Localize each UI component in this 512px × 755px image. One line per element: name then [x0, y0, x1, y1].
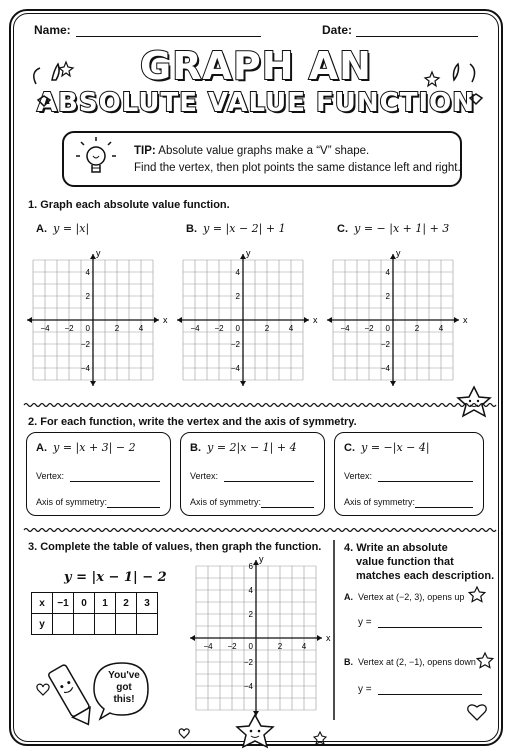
y-axis-label: y	[396, 248, 401, 258]
section1-heading: 1. Graph each absolute value function.	[28, 199, 230, 211]
box-a-vertex-label: Vertex:	[36, 471, 65, 481]
x-axis-label: x	[313, 315, 318, 325]
y-axis-arrow-down	[240, 381, 246, 386]
graph-b-label	[186, 222, 286, 235]
item-a-y-label: y =	[358, 617, 372, 628]
tip-line-2: Find the vertex, then plot points the same distance left and right.	[134, 162, 461, 174]
y-axis-arrow-down	[390, 381, 396, 386]
box-c-axis-field[interactable]	[415, 507, 473, 508]
box-a-axis-field[interactable]	[107, 507, 160, 508]
y-tick-label: 2	[248, 610, 253, 619]
section4-heading-3: matches each description.	[356, 570, 495, 582]
x-axis-arrow-left	[27, 317, 32, 323]
box-c-vertex-field[interactable]	[378, 481, 473, 482]
x-axis-label: x	[326, 633, 331, 643]
origin-label: 0	[85, 324, 90, 333]
bubble-line-1: You've	[108, 670, 140, 681]
item-b-letter: B.	[344, 657, 353, 667]
box-c-expr: y = −|x − 4|	[361, 441, 430, 454]
x-tick-label: −4	[340, 324, 350, 333]
y-tick-label: −4	[80, 364, 90, 373]
box-b-vertex-field[interactable]	[224, 481, 314, 482]
item-b-y-label: y =	[358, 684, 372, 695]
title-doodles-right	[420, 52, 490, 112]
y-axis-label: y	[246, 248, 251, 258]
x-axis-arrow-left	[190, 635, 195, 641]
x-tick-label: −2	[64, 324, 74, 333]
y-tick-label: 4	[248, 586, 253, 595]
table-y-cell[interactable]	[74, 614, 95, 635]
x-axis-label: x	[463, 315, 468, 325]
star-icon	[468, 586, 486, 604]
box-b-expr: y = 2|x − 1| + 4	[207, 441, 297, 454]
graph-3-grid[interactable]	[184, 556, 330, 712]
title-line-2: ABSOLUTE VALUE FUNCTION	[36, 88, 476, 118]
box-b-vertex-label: Vertex:	[190, 471, 219, 481]
y-tick-label: 6	[248, 562, 253, 571]
tip-label: TIP:	[134, 145, 156, 157]
graph-a-expr: y = |x|	[53, 222, 90, 235]
box-b-axis-label: Axis of symmetry:	[190, 497, 262, 507]
x-tick-label: −4	[40, 324, 50, 333]
y-tick-label: −2	[380, 340, 390, 349]
table-y-cell[interactable]	[53, 614, 74, 635]
date-label: Date:	[322, 23, 353, 37]
y-tick-label: 4	[235, 268, 240, 277]
graph-c-label	[337, 222, 449, 235]
x-tick-label: 4	[438, 324, 444, 333]
table-row-x	[32, 593, 158, 614]
table-y-cell[interactable]	[137, 614, 158, 635]
x-axis-arrow-left	[177, 317, 182, 323]
graph-c-expr: y = − |x + 1| + 3	[354, 222, 450, 235]
table-x-value: 1	[95, 593, 116, 614]
lightbulb-icon	[72, 136, 120, 184]
section-divider-vertical	[332, 540, 336, 720]
y-tick-label: −4	[230, 364, 240, 373]
y-tick-label: 2	[385, 292, 390, 301]
box-b-letter: B.	[190, 442, 201, 454]
title-doodles-left	[24, 52, 94, 112]
table-header-y: y	[32, 614, 53, 635]
graph-b-grid[interactable]	[176, 240, 326, 390]
table-x-value: 2	[116, 593, 137, 614]
box-b-label	[190, 441, 297, 454]
item-a-letter: A.	[344, 592, 353, 602]
table-x-value: −1	[53, 593, 74, 614]
box-b-axis-field[interactable]	[261, 507, 314, 508]
x-tick-label: 2	[277, 642, 283, 651]
bubble-line-2: got	[116, 682, 132, 693]
item-b-answer-field[interactable]	[378, 694, 482, 695]
x-axis-arrow-right	[304, 317, 309, 323]
box-a-label	[36, 441, 136, 454]
item-a-text	[344, 592, 464, 602]
x-tick-label: −2	[364, 324, 374, 333]
x-tick-label: −2	[214, 324, 224, 333]
divider-wavy-2	[24, 527, 490, 533]
section2-heading: 2. For each function, write the vertex and the axis of symmetry.	[28, 416, 357, 428]
section3-expr: y = |x − 1| − 2	[64, 570, 167, 585]
section3-heading: 3. Complete the table of values, then graph the function.	[28, 541, 322, 553]
item-a-desc: Vertex at (−2, 3), opens up	[358, 592, 465, 602]
y-tick-label: 2	[85, 292, 90, 301]
y-tick-label: −2	[230, 340, 240, 349]
y-tick-label: −2	[80, 340, 90, 349]
table-row-y	[32, 614, 158, 635]
box-c-axis-label: Axis of symmetry:	[344, 497, 416, 507]
section4-heading	[344, 541, 494, 583]
y-tick-label: −4	[243, 682, 253, 691]
origin-label: 0	[248, 642, 253, 651]
values-table	[31, 592, 158, 635]
box-a-letter: A.	[36, 442, 47, 454]
x-tick-label: −4	[190, 324, 200, 333]
graph-b-expr: y = |x − 2| + 1	[203, 222, 286, 235]
section4-heading-1: 4. Write an absolute	[344, 542, 448, 554]
x-axis-arrow-right	[317, 635, 322, 641]
y-tick-label: −4	[380, 364, 390, 373]
item-b-desc: Vertex at (2, −1), opens down	[358, 657, 476, 667]
box-a-expr: y = |x + 3| − 2	[53, 441, 136, 454]
star-icon	[476, 652, 494, 670]
x-tick-label: 2	[264, 324, 270, 333]
x-tick-label: 4	[288, 324, 294, 333]
tip-text	[134, 143, 461, 177]
x-axis-arrow-right	[154, 317, 159, 323]
graph-a-label	[36, 222, 89, 235]
title-line-1: GRAPH AN	[140, 44, 372, 88]
bottom-star-mascot-icon	[170, 712, 340, 750]
box-a-axis-label: Axis of symmetry:	[36, 497, 108, 507]
graph-c-letter: C.	[337, 223, 348, 235]
box-c-label	[344, 441, 430, 454]
x-axis-label: x	[163, 315, 168, 325]
y-axis-label: y	[259, 554, 264, 564]
table-x-value: 0	[74, 593, 95, 614]
graph-a-grid[interactable]	[26, 240, 166, 390]
date-field[interactable]	[356, 36, 478, 37]
x-tick-label: 2	[414, 324, 420, 333]
x-tick-label: 4	[301, 642, 307, 651]
name-label: Name:	[34, 23, 71, 37]
y-tick-label: 4	[85, 268, 90, 277]
table-y-cell[interactable]	[116, 614, 137, 635]
x-tick-label: 2	[114, 324, 120, 333]
box-a-vertex-field[interactable]	[70, 481, 160, 482]
graph-b-letter: B.	[186, 223, 197, 235]
y-axis-arrow-down	[90, 381, 96, 386]
y-tick-label: −2	[243, 658, 253, 667]
y-axis-label: y	[96, 248, 101, 258]
x-axis-arrow-right	[454, 317, 459, 323]
table-x-value: 3	[137, 593, 158, 614]
box-c-letter: C.	[344, 442, 355, 454]
y-tick-label: 2	[235, 292, 240, 301]
tip-line-1: Absolute value graphs make a “V” shape.	[155, 145, 370, 157]
name-field[interactable]	[76, 36, 261, 37]
x-tick-label: −2	[227, 642, 237, 651]
origin-label: 0	[235, 324, 240, 333]
graph-a-letter: A.	[36, 223, 47, 235]
x-axis-arrow-left	[327, 317, 332, 323]
origin-label: 0	[385, 324, 390, 333]
table-header-x: x	[32, 593, 53, 614]
bubble-line-3: this!	[113, 694, 135, 705]
section4-heading-2: value function that	[356, 556, 454, 568]
speech-bubble-text	[100, 670, 148, 706]
divider-wavy-1	[24, 402, 490, 408]
item-b-text	[344, 657, 476, 667]
heart-icon	[466, 702, 488, 722]
table-y-cell[interactable]	[95, 614, 116, 635]
graph-c-grid[interactable]	[326, 240, 476, 390]
y-tick-label: 4	[385, 268, 390, 277]
item-a-answer-field[interactable]	[378, 627, 482, 628]
box-c-vertex-label: Vertex:	[344, 471, 373, 481]
x-tick-label: 4	[138, 324, 144, 333]
x-tick-label: −4	[203, 642, 213, 651]
